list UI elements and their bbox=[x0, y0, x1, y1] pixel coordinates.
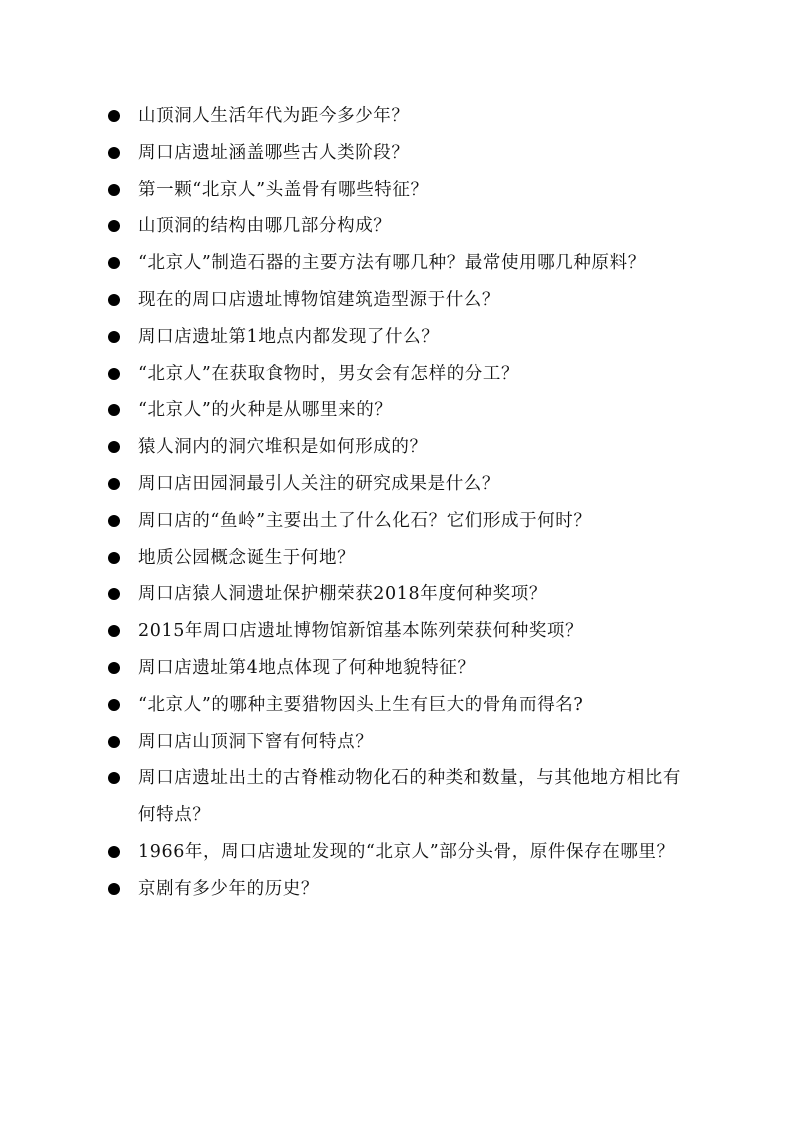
question-text: 周口店遗址涵盖哪些古人类阶段？ bbox=[138, 142, 410, 163]
bullet-icon bbox=[108, 687, 138, 724]
list-item bbox=[108, 834, 688, 871]
question-text: “北京人”制造石器的主要方法有哪几种？最常使用哪几种原料？ bbox=[138, 253, 646, 274]
question-text: 山顶洞的结构由哪几部分构成？ bbox=[138, 216, 392, 237]
bullet-icon bbox=[108, 834, 138, 871]
bullet-icon bbox=[108, 429, 138, 466]
list-item bbox=[108, 245, 688, 282]
bullet-icon bbox=[108, 613, 138, 650]
list-item bbox=[108, 650, 688, 687]
bullet-icon bbox=[108, 724, 138, 761]
question-text: 周口店遗址第1地点内都发现了什么？ bbox=[138, 326, 440, 347]
bullet-icon bbox=[108, 466, 138, 503]
question-text: 第一颗“北京人”头盖骨有哪些特征？ bbox=[138, 179, 429, 200]
list-item bbox=[108, 135, 688, 172]
question-text: 周口店山顶洞下窨有何特点？ bbox=[138, 731, 374, 752]
question-text: 京剧有多少年的历史？ bbox=[138, 878, 319, 899]
question-text: 1966年，周口店遗址发现的“北京人”部分头骨，原件保存在哪里？ bbox=[138, 841, 675, 862]
question-list bbox=[108, 98, 688, 908]
question-text: 周口店猿人洞遗址保护棚荣获2018年度何种奖项？ bbox=[138, 584, 547, 605]
list-item bbox=[108, 429, 688, 466]
list-item bbox=[108, 466, 688, 503]
question-text: 周口店的“鱼岭”主要出土了什么化石？它们形成于何时？ bbox=[138, 510, 592, 531]
bullet-icon bbox=[108, 208, 138, 245]
bullet-icon bbox=[108, 98, 138, 135]
list-item bbox=[108, 576, 688, 613]
bullet-icon bbox=[108, 135, 138, 172]
question-text: 周口店田园洞最引人关注的研究成果是什么？ bbox=[138, 473, 500, 494]
list-item bbox=[108, 319, 688, 356]
list-item bbox=[108, 98, 688, 135]
question-text: 山顶洞人生活年代为距今多少年？ bbox=[138, 106, 410, 126]
list-item bbox=[108, 687, 688, 724]
question-text: 地质公园概念诞生于何地？ bbox=[138, 547, 356, 568]
bullet-icon bbox=[108, 650, 138, 687]
list-item bbox=[108, 208, 688, 245]
list-item bbox=[108, 760, 688, 834]
bullet-icon bbox=[108, 319, 138, 356]
question-text: 2015年周口店遗址博物馆新馆基本陈列荣获何种奖项？ bbox=[138, 621, 584, 642]
bullet-icon bbox=[108, 172, 138, 209]
question-text: “北京人”在获取食物时，男女会有怎样的分工？ bbox=[138, 363, 520, 384]
bullet-icon bbox=[108, 760, 138, 797]
list-item bbox=[108, 172, 688, 209]
list-item bbox=[108, 392, 688, 429]
question-text: 猿人洞内的洞穴堆积是如何形成的？ bbox=[138, 437, 428, 458]
list-item bbox=[108, 724, 688, 761]
list-item bbox=[108, 356, 688, 393]
question-text: “北京人”的哪种主要猎物因头上生有巨大的骨角而得名? bbox=[138, 694, 584, 715]
bullet-icon bbox=[108, 540, 138, 577]
list-item bbox=[108, 871, 688, 908]
question-text: “北京人”的火种是从哪里来的？ bbox=[138, 400, 393, 421]
bullet-icon bbox=[108, 282, 138, 319]
question-text: 现在的周口店遗址博物馆建筑造型源于什么？ bbox=[138, 289, 500, 310]
list-item bbox=[108, 503, 688, 540]
bullet-icon bbox=[108, 392, 138, 429]
question-text: 周口店遗址出土的古脊椎动物化石的种类和数量，与其他地方相比有何特点？ bbox=[138, 768, 681, 826]
list-item bbox=[108, 282, 688, 319]
list-item bbox=[108, 540, 688, 577]
bullet-icon bbox=[108, 576, 138, 613]
question-text: 周口店遗址第4地点体现了何种地貌特征？ bbox=[138, 657, 476, 678]
bullet-icon bbox=[108, 245, 138, 282]
bullet-icon bbox=[108, 356, 138, 393]
list-item bbox=[108, 613, 688, 650]
bullet-icon bbox=[108, 871, 138, 908]
bullet-icon bbox=[108, 503, 138, 540]
